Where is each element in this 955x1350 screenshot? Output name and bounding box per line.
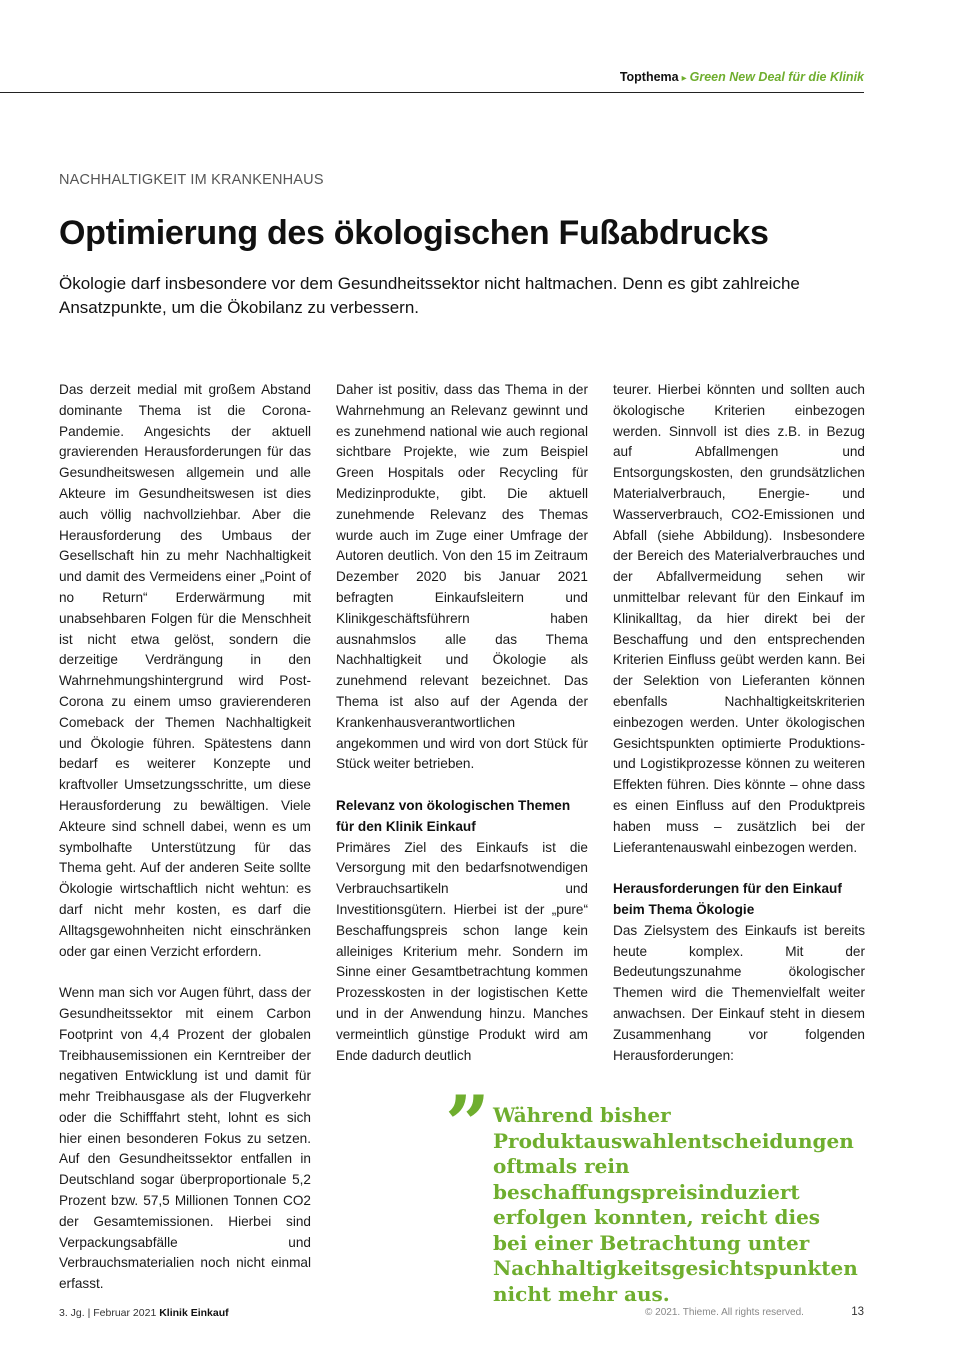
section-heading: Relevanz von ökologischen Themen für den Klinik Einkauf (336, 797, 571, 834)
text-column-1 (59, 380, 311, 1295)
header-divider (0, 92, 864, 93)
pull-quote: Während bisher Produktauswahlentscheidungen oftmals rein beschaffungspreisinduziert erfolgen konnten, reicht dies bei einer Betrachtung unter Nachhaltigkeitsgesichtspunkten nicht mehr aus. (493, 1103, 858, 1306)
triangle-right-icon: ▸ (681, 73, 687, 84)
body-paragraph: Primäres Ziel des Einkaufs ist die Versorgung mit den bedarfsnotwendigen Verbrauchsartikeln und Investitionsgütern. Hierbei ist der „pure“ Beschaffungspreis schon lange kein alleiniges Kriterium mehr. Sondern im Sinne einer Gesamtbetrachtung kommen Prozesskosten in der logistischen Kette und in der Anwendung hinzu. Manches vermeintlich günstige Produkt wird am Ende dadurch deutlich (336, 839, 588, 1063)
page-number: 13 (851, 1306, 864, 1318)
text-column-3 (613, 380, 865, 1066)
header-section: Green New Deal für die Klinik (689, 70, 864, 84)
header-topic: Topthema (619, 70, 679, 84)
article-kicker: NACHHALTIGKEIT IM KRANKENHAUS (59, 172, 324, 188)
body-paragraph: Daher ist positiv, dass das Thema in der Wahrnehmung an Relevanz gewinnt und es zunehmend national wie auch regional sichtbare Projekte, wie zum Beispiel Green Hospitals oder Recycling für Medizinprodukte, gibt. Die aktuell zunehmende Relevanz des Themas wurde auch im Zuge einer Umfrage der Autoren deutlich. Von den 15 im Zeitraum Dezember 2020 bis Januar 2021 befragten Einkaufsleitern und Klinikgeschäftsführern haben ausnahmslos alle das Thema Nachhaltigkeit und Ökologie als zunehmend relevant bezeichnet. Das Thema ist also auf der Agenda der Krankenhausverantwortlichen angekommen und wird von dort Stück für Stück weiter betrieben. (336, 382, 588, 772)
body-paragraph: teurer. Hierbei könnten und sollten auch ökologische Kriterien einbezogen werden. Sinnvoll ist dies z.B. in Bezug auf Abfallmengen und Entsorgungskosten, den grundsätzlichen Materialverbrauch, Energie- und Wasserverbrauch, CO2-Emissionen und Abfall (siehe Abbildung). Insbesondere der Bereich des Materialverbrauches und der Abfallvermeidung sehen wir unmittelbar relevant für den Einkauf im Klinikalltag, da hier direkt bei der Beschaffung und den entsprechenden Kriterien Einfluss geübt werden kann. Bei der Selektion von Lieferanten können ebenfalls Nachhaltigkeitskriterien einbezogen werden. Unter ökologischen Gesichtspunkten optimierte Produktions- und Logistikprozesse können zu weiteren Effekten führen. Dies könnte – ohne dass es einen Einfluss auf den Produktpreis haben muss – zusätzlich bei der Lieferantenauswahl einbezogen werden. (613, 382, 865, 855)
article-lead: Ökologie darf insbesondere vor dem Gesundheitssektor nicht haltmachen. Denn es gibt zahlreiche Ansatzpunkte, um die Ökobilanz zu verbessern. (59, 274, 800, 317)
body-paragraph: Wenn man sich vor Augen führt, dass der Gesundheitssektor mit einem Carbon Footprint von 4,4 Prozent der globalen Treibhausemissionen ein Kerntreiber der negativen Entwicklung ist und damit für mehr Treibhausgase als der Flugverkehr oder die Schifffahrt steht, lohnt es sich hier einen besonderen Fokus zu setzen. Auf den Gesundheitssektor entfallen in Deutschland sogar überproportionale 5,2 Prozent bzw. 57,5 Millionen Tonnen CO2 der Gesamtemissionen. Hierbei sind Verpackungsabfälle und Verbrauchsmaterialien noch nicht einmal erfasst. (59, 985, 311, 1292)
footer-issue: 3. Jg. | Februar 2021 (59, 1307, 157, 1319)
article-title: Optimierung des ökologischen Fußabdrucks (59, 214, 769, 252)
footer-issue-info (59, 1307, 229, 1319)
running-header (620, 70, 864, 84)
body-paragraph: Das Zielsystem des Einkaufs ist bereits heute komplex. Mit der Bedeutungszunahme ökologischer Themen wird die Themenvielfalt weiter anwachsen. Der Einkauf steht in diesem Zusammenhang vor folgenden Herausforderungen: (613, 922, 865, 1063)
text-column-2 (336, 380, 588, 1066)
quotation-mark-icon: ” (445, 1079, 490, 1170)
footer-copyright: © 2021. Thieme. All rights reserved. (645, 1307, 804, 1318)
footer-magazine: Klinik Einkauf (159, 1307, 229, 1319)
body-paragraph: Das derzeit medial mit großem Abstand dominante Thema ist die Corona-Pandemie. Angesichts der aktuell gravierenden Herausforderungen für das Gesundheitswesen allgemein und alle Akteure im Gesundheitswesen ist dies auch völlig nachvollziehbar. Aber die Herausforderung des Umbaus der Gesellschaft hin zu mehr Nachhaltigkeit und damit des Vermeidens einer „Point of no Return“ Erderwärmung mit unabsehbaren Folgen für die Menschheit ist nicht etwa gelöst, sondern die derzeitige Verdrängung in den Wahrnehmungshintergrund wird Post-Corona zu einem umso gravierenderen Comeback der Themen Nachhaltigkeit und Ökologie führen. Spätestens dann bedarf es weiterer Konzepte und kraftvoller Umsetzungsschritte, um diese Herausforderung zu bewältigen. Viele Akteure sind schnell dabei, wenn es um symbolhafte Unterstützung für das Thema geht. Auf der anderen Seite sollte Ökologie wirtschaftlich nicht wehtun: es darf nicht mehr kosten, es darf die Alltagsgewohnheiten nicht einschränken oder gar einen Verzicht erfordern. (59, 382, 311, 959)
section-heading: Herausforderungen für den Einkauf beim Thema Ökologie (613, 881, 842, 917)
